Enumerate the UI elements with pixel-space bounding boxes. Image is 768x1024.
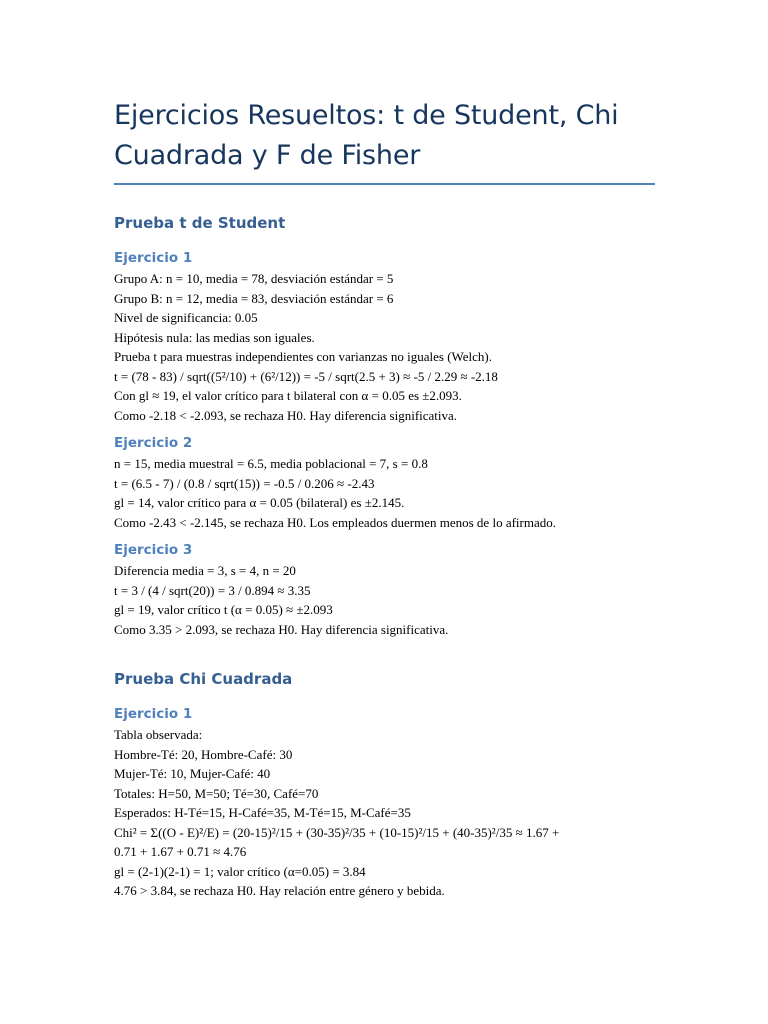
text-line: Chi² = Σ((O - E)²/E) = (20-15)²/15 + (30-35)²/35 + (10-15)²/15 + (40-35)²/35 ≈ 1.67 +	[114, 824, 560, 840]
section-chi-cuadrada	[114, 670, 654, 901]
text-line: Diferencia media = 3, s = 4, n = 20	[114, 563, 296, 578]
text-line: gl = 19, valor crítico t (α = 0.05) ≈ ±2.093	[114, 602, 333, 617]
section-t-student	[114, 214, 654, 639]
exercise-text	[114, 725, 654, 901]
text-line: Hipótesis nula: las medias son iguales.	[114, 329, 315, 345]
title-underline	[114, 183, 655, 185]
exercise-heading: Ejercicio 1	[114, 250, 193, 266]
text-line: t = 3 / (4 / sqrt(20)) = 3 / 0.894 ≈ 3.35	[114, 582, 311, 598]
text-line: Como -2.18 < -2.093, se rechaza H0. Hay diferencia significativa.	[114, 407, 458, 423]
exercise-text	[114, 269, 654, 425]
section-heading: Prueba t de Student	[114, 214, 286, 232]
text-line: Grupo A: n = 10, media = 78, desviación estándar = 5	[114, 271, 394, 286]
exercise-text	[114, 561, 654, 639]
text-line: t = (78 - 83) / sqrt((5²/10) + (6²/12)) = -5 / sqrt(2.5 + 3) ≈ -5 / 2.29 ≈ -2.18	[114, 368, 498, 384]
text-line: 4.76 > 3.84, se rechaza H0. Hay relación entre género y bebida.	[114, 883, 445, 898]
text-line: gl = 14, valor crítico para α = 0.05 (bilateral) es ±2.145.	[114, 495, 405, 510]
text-line: 0.71 + 1.67 + 0.71 ≈ 4.76	[114, 844, 247, 859]
exercise-block	[114, 435, 654, 532]
exercise-heading: Ejercicio 1	[114, 706, 193, 722]
section-heading: Prueba Chi Cuadrada	[114, 670, 293, 688]
text-line: Con gl ≈ 19, el valor crítico para t bilateral con α = 0.05 es ±2.093.	[114, 388, 462, 403]
exercise-block	[114, 250, 654, 425]
text-line: Prueba t para muestras independientes con varianzas no iguales (Welch).	[114, 349, 492, 364]
text-line: Tabla observada:	[114, 727, 203, 742]
document-body	[114, 96, 654, 901]
text-line: Como -2.43 < -2.145, se rechaza H0. Los empleados duermen menos de lo afirmado.	[114, 514, 556, 530]
document-title: Ejercicios Resueltos: t de Student, Chi Cuadrada y F de Fisher	[114, 100, 619, 171]
text-line: Hombre-Té: 20, Hombre-Café: 30	[114, 746, 293, 762]
exercise-text	[114, 454, 654, 532]
text-line: n = 15, media muestral = 6.5, media poblacional = 7, s = 0.8	[114, 456, 428, 471]
text-line: Grupo B: n = 12, media = 83, desviación estándar = 6	[114, 290, 394, 306]
text-line: Como 3.35 > 2.093, se rechaza H0. Hay diferencia significativa.	[114, 621, 449, 637]
exercise-heading: Ejercicio 3	[114, 542, 193, 558]
text-line: Esperados: H-Té=15, H-Café=35, M-Té=15, M-Café=35	[114, 805, 411, 820]
text-line: Totales: H=50, M=50; Té=30, Café=70	[114, 785, 319, 801]
text-line: Nivel de significancia: 0.05	[114, 310, 258, 325]
exercise-block	[114, 542, 654, 639]
exercise-heading: Ejercicio 2	[114, 435, 193, 451]
exercise-block	[114, 706, 654, 901]
text-line: gl = (2-1)(2-1) = 1; valor crítico (α=0.05) = 3.84	[114, 863, 366, 879]
text-line: t = (6.5 - 7) / (0.8 / sqrt(15)) = -0.5 / 0.206 ≈ -2.43	[114, 475, 375, 491]
text-line: Mujer-Té: 10, Mujer-Café: 40	[114, 766, 271, 781]
